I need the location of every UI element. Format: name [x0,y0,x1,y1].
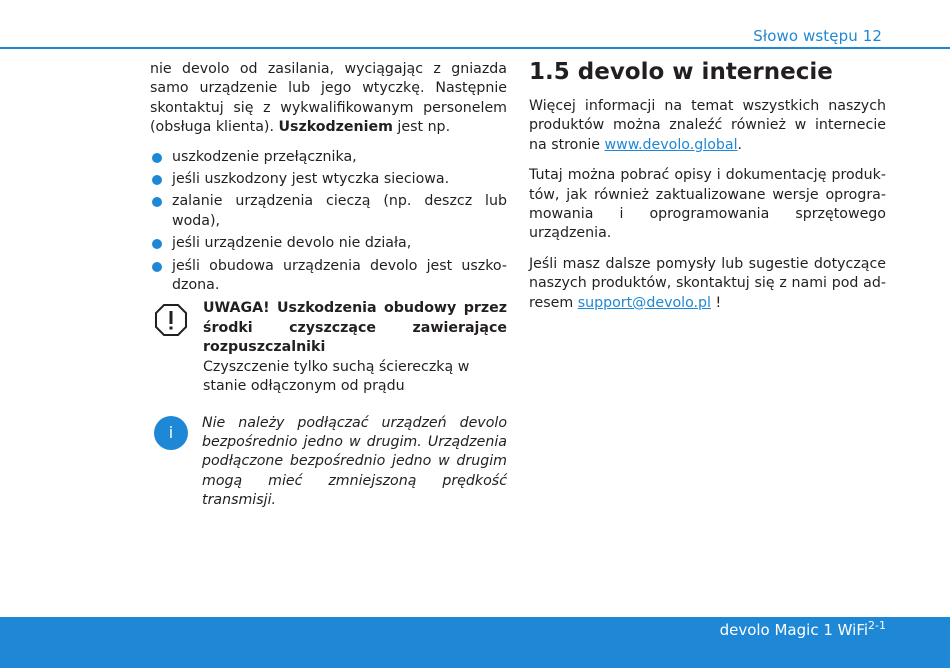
info-icon: i [154,416,188,450]
contact-tail: ! [711,294,722,311]
list-item [150,234,507,253]
section-heading: 1.5 devolo w internecie [529,59,833,85]
bullet-dot-icon [152,262,162,272]
warning-title: UWAGA! Uszkodzenia obudowy przez środki czyszczące zawierające rozpuszczalniki [203,300,507,356]
bullet-dot-icon [152,175,162,185]
list-item [150,170,507,189]
left-column [150,60,507,511]
list-item-text: jeśli obudowa urządzenia devolo jest uszko-dzona. [172,257,507,294]
list-item-text: zalanie urządzenia cieczą (np. deszcz lub woda), [172,193,507,229]
list-item [150,192,507,231]
footer-superscript: 2-1 [868,619,886,632]
warning-octagon-icon [154,303,188,337]
website-tail: . [737,136,743,153]
header-title: Słowo wstępu [753,27,858,45]
list-item-text: jeśli urządzenie devolo nie działa, [172,235,412,252]
footer-product [720,619,886,639]
website-text: Więcej informacji na temat wszystkich naszych produktów można znaleźć również w internecie na stronie [529,98,886,153]
intro-tail: jest np. [392,119,451,136]
website-link[interactable]: www.devolo.global [604,136,738,153]
warning-box [150,299,507,396]
damage-list [150,148,507,296]
list-item [150,257,507,296]
intro-bold: Uszkodzeniem [278,119,393,136]
list-item-text: uszkodzenie przełącznika, [172,148,357,165]
page-number: 12 [862,27,882,45]
website-paragraph [529,97,886,155]
bullet-dot-icon [152,197,162,207]
bullet-dot-icon [152,239,162,249]
warning-text: Czyszczenie tylko suchą ściereczką w stanie odłączonym od prądu [203,358,470,395]
footer-product-name: devolo Magic 1 WiFi [719,621,869,639]
contact-paragraph [529,255,886,313]
downloads-paragraph: Tutaj można pobrać opisy i dokumentację produk-tów, jak również zaktualizowane wersje oprogra-mowania i oprogramowania sprzętowego urządzenia. [529,167,886,242]
list-item-text: jeśli uszkodzony jest wtyczka sieciowa. [172,171,450,188]
intro-paragraph [150,60,507,138]
contact-text: Jeśli masz dalsze pomysły lub sugestie dotyczące naszych produktów, skontaktuj się z nami pod ad-resem [529,255,886,311]
info-text: Nie należy podłączać urządzeń devolo bezpośrednio jedno w drugim. Urządzenia podłączone bezpośrednio jedno w drugim mogą mieć zmniejszoną prędkość transmisji. [202,414,507,509]
header-rule [0,47,950,49]
intro-text: nie devolo od zasilania, wyciągając z gniazda samo urządzenie lub jego wtyczkę. Następnie skontaktuj się z wykwalifikowanym personelem (obsługa klienta). [150,61,507,136]
right-column [529,58,886,324]
bullet-dot-icon [152,153,162,163]
support-email-link[interactable]: support@devolo.pl [577,294,712,311]
info-box [150,414,507,511]
list-item [150,148,507,167]
running-header [753,27,882,45]
